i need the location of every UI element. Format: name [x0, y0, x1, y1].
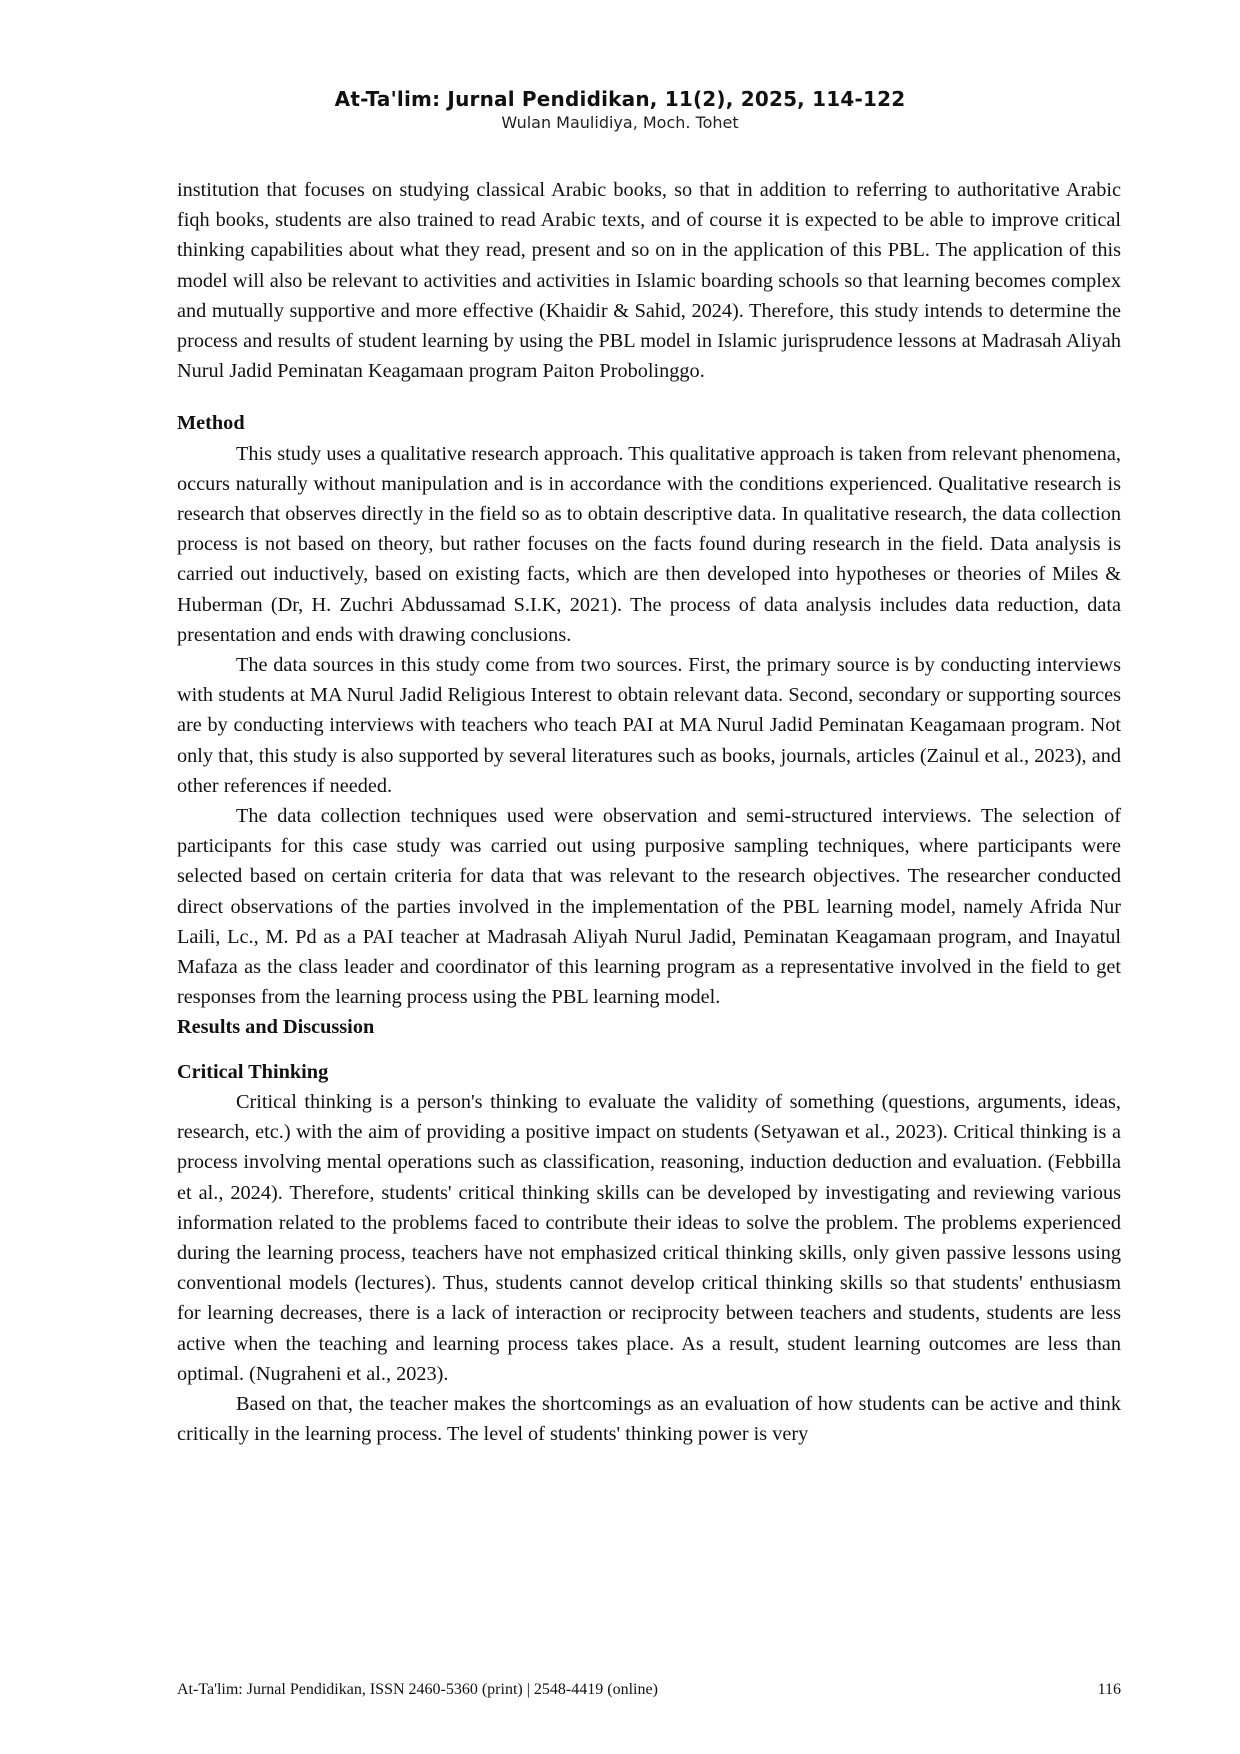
results-paragraph-1: Critical thinking is a person's thinking to evaluate the validity of something (questions, arguments, ideas, research, etc.) with the aim of providing a positive impact on students (Setyawan et al., 2023). Critical thinking is a process involving mental operations such as classification, reasoning, induction deduction and evaluation. (Febbilla et al., 2024). Therefore, students' critical thinking skills can be developed by investigating and reviewing various information related to the problems faced to contribute their ideas to solve the problem. The problems experienced during the learning process, teachers have not emphasized critical thinking skills, only given passive lessons using conventional models (lectures). Thus, students cannot develop critical thinking skills so that students' enthusiasm for learning decreases, there is a lack of interaction or reciprocity between teachers and students, students are less active when the teaching and learning process takes place. As a result, student learning outcomes are less than optimal. (Nugraheni et al., 2023). — [177, 1090, 1121, 1385]
intro-paragraph-continued: institution that focuses on studying classical Arabic books, so that in addition to referring to authoritative Arabic fiqh books, students are also trained to read Arabic texts, and of course it is expected to be able to improve critical thinking capabilities about what they read, present and so on in the application of this PBL. The application of this model will also be relevant to activities and activities in Islamic boarding schools so that learning becomes complex and mutually supportive and more effective (Khaidir & Sahid, 2024). Therefore, this study intends to determine the process and results of student learning by using the PBL model in Islamic jurisprudence lessons at Madrasah Aliyah Nurul Jadid Peminatan Keagamaan program Paiton Probolinggo. — [177, 179, 1121, 383]
running-header — [0, 86, 1240, 134]
body-text — [177, 175, 1121, 1449]
results-paragraph-2: Based on that, the teacher makes the shortcomings as an evaluation of how students can be active and think critically in the learning process. The level of students' thinking power is very — [177, 1392, 1121, 1446]
author-line: Wulan Maulidiya, Moch. Tohet — [501, 113, 739, 132]
method-paragraph-1: This study uses a qualitative research approach. This qualitative approach is taken from relevant phenomena, occurs naturally without manipulation and is in accordance with the conditions experienced. Qualitative research is research that observes directly in the field so as to obtain descriptive data. In qualitative research, the data collection process is not based on theory, but rather focuses on the facts found during research in the field. Data analysis is carried out inductively, based on existing facts, which are then developed into hypotheses or theories of Miles & Huberman (Dr, H. Zuchri Abdussamad S.I.K, 2021). The process of data analysis includes data reduction, data presentation and ends with drawing conclusions. — [177, 442, 1121, 646]
journal-title-line: At-Ta'lim: Jurnal Pendidikan, 11(2), 2025, 114-122 — [334, 87, 906, 111]
results-heading: Results and Discussion — [177, 1016, 375, 1039]
method-heading: Method — [177, 412, 245, 435]
spacer — [177, 386, 1121, 408]
spacer — [177, 1043, 1121, 1057]
method-paragraph-2: The data sources in this study come from two sources. First, the primary source is by conducting interviews with students at MA Nurul Jadid Religious Interest to obtain relevant data. Second, secondary or supporting sources are by conducting interviews with teachers who teach PAI at MA Nurul Jadid Peminatan Keagamaan program. Not only that, this study is also supported by several literatures such as books, journals, articles (Zainul et al., 2023), and other references if needed. — [177, 654, 1121, 797]
page-number: 116 — [1097, 1681, 1121, 1698]
page-footer — [177, 1680, 1121, 1700]
method-paragraph-3: The data collection techniques used were observation and semi-structured interviews. The selection of participants for this case study was carried out using purposive sampling techniques, where participants were selected based on certain criteria for data that was relevant to the research objectives. The researcher conducted direct observations of the parties involved in the implementation of the PBL learning model, namely Afrida Nur Laili, Lc., M. Pd as a PAI teacher at Madrasah Aliyah Nurul Jadid, Peminatan Keagamaan program, and Inayatul Mafaza as the class leader and coordinator of this learning program as a representative involved in the field to get responses from the learning process using the PBL learning model. — [177, 805, 1121, 1009]
critical-thinking-subheading: Critical Thinking — [177, 1060, 329, 1083]
footer-citation: At-Ta'lim: Jurnal Pendidikan, ISSN 2460-5360 (print) | 2548-4419 (online) — [177, 1681, 658, 1698]
